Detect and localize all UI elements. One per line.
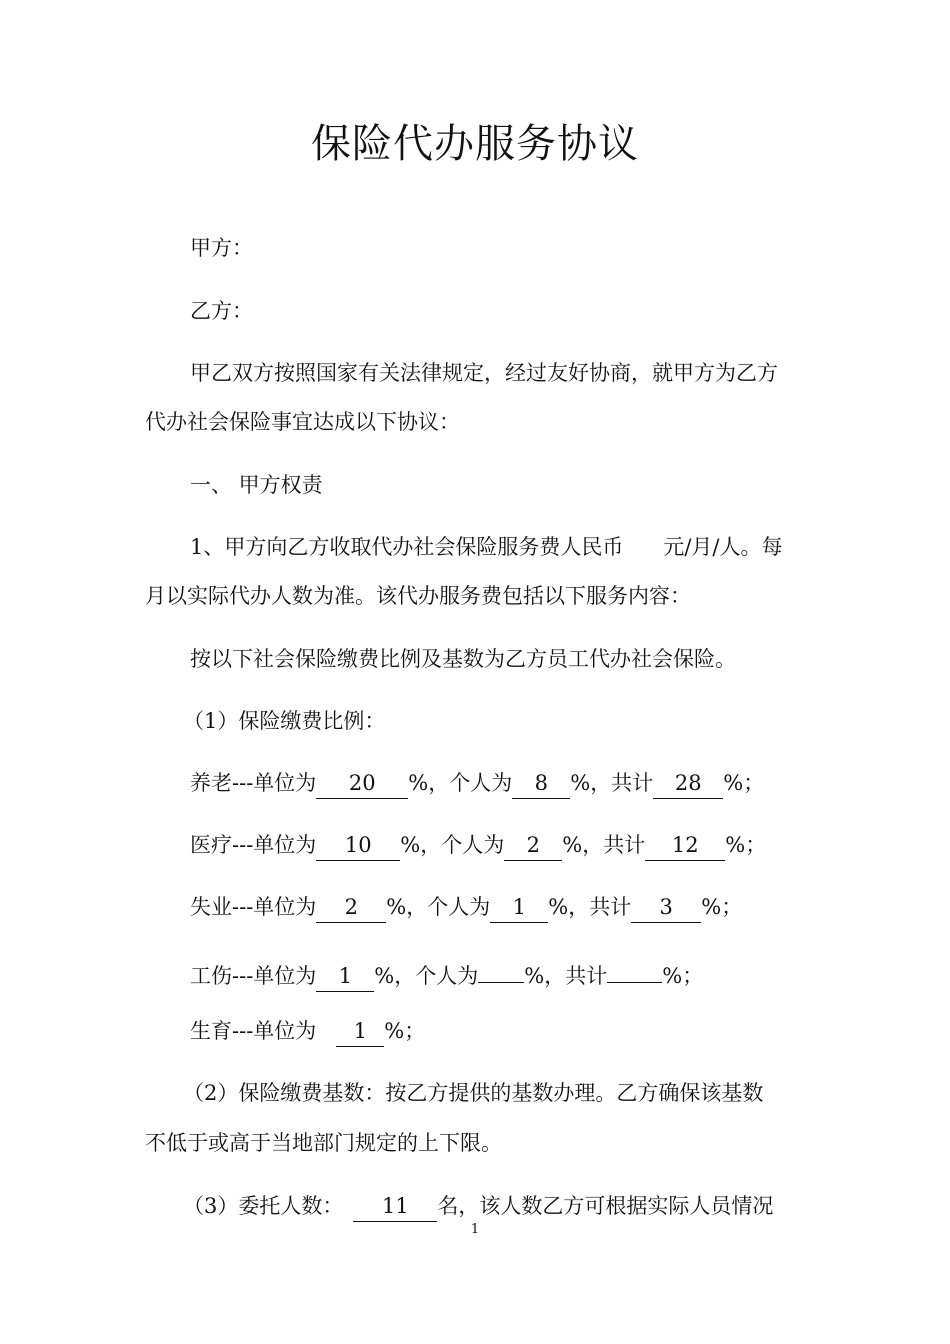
personal-label: %，个人为 (374, 964, 479, 988)
end-pct: %； (662, 964, 704, 988)
ratio-row-medical (0, 829, 950, 861)
basis-line: 按以下社会保险缴费比例及基数为乙方员工代办社会保险。 (190, 647, 736, 671)
personal-rate: 2 (504, 831, 562, 861)
unit-rate: 10 (316, 831, 400, 861)
base-line-2: 不低于或高于当地部门规定的上下限。 (145, 1131, 502, 1155)
item-1-line-2: 月以实际代办人数为准。该代办服务费包括以下服务内容： (145, 584, 691, 608)
ratio-row-injury (0, 953, 950, 992)
total-rate (607, 953, 662, 983)
row-name: 生育 (190, 1019, 232, 1043)
document-title: 保险代办服务协议 (311, 121, 639, 167)
ratio-row-pension (0, 767, 950, 799)
unit-rate: 20 (316, 769, 408, 799)
base-line-1: （2）保险缴费基数：按乙方提供的基数办理。乙方确保该基数 (183, 1081, 764, 1105)
count-text: 名，该人数乙方可根据实际人员情况 (437, 1194, 774, 1218)
intro-line-2: 代办社会保险事宜达成以下协议： (145, 410, 460, 434)
unit-label: ---单位为 (232, 833, 317, 857)
personal-label: %，个人为 (400, 833, 505, 857)
count-line (0, 1190, 950, 1222)
row-name: 养老 (190, 771, 232, 795)
unit-label: ---单位为 (232, 1019, 317, 1043)
unit-rate: 2 (316, 893, 386, 923)
total-label: %，共计 (524, 964, 608, 988)
end-pct: %； (384, 1019, 426, 1043)
total-label: %，共计 (570, 771, 654, 795)
total-label: %，共计 (548, 895, 632, 919)
unit-rate: 1 (336, 1017, 384, 1047)
total-rate: 3 (631, 893, 701, 923)
page-number: 1 (470, 1222, 480, 1237)
total-label: %，共计 (562, 833, 646, 857)
unit-label: ---单位为 (232, 895, 317, 919)
item-1-line-1 (0, 531, 950, 563)
count-value: 11 (353, 1192, 437, 1222)
personal-label: %，个人为 (408, 771, 513, 795)
item-1-unit: 元/月/人。每 (663, 535, 783, 559)
personal-rate: 1 (490, 893, 548, 923)
ratio-heading: （1）保险缴费比例： (183, 709, 386, 733)
end-pct: %； (701, 895, 743, 919)
ratio-row-maternity (0, 1015, 950, 1047)
personal-label: %，个人为 (386, 895, 491, 919)
row-name: 失业 (190, 895, 232, 919)
personal-rate (478, 953, 524, 983)
end-pct: %； (725, 833, 767, 857)
item-1-text: 1、甲方向乙方收取代办社会保险服务费人民币 (190, 535, 624, 559)
row-name: 工伤 (190, 964, 232, 988)
unit-label: ---单位为 (232, 964, 317, 988)
row-name: 医疗 (190, 833, 232, 857)
party-b-line: 乙方： (190, 299, 253, 323)
party-a-line: 甲方： (190, 236, 253, 260)
count-label: （3）委托人数： (183, 1194, 344, 1218)
personal-rate: 8 (512, 769, 570, 799)
section-heading-1: 一、 甲方权责 (190, 473, 323, 497)
unit-rate: 1 (316, 962, 374, 992)
end-pct: %； (723, 771, 765, 795)
unit-label: ---单位为 (232, 771, 317, 795)
total-rate: 12 (645, 831, 725, 861)
intro-line-1: 甲乙双方按照国家有关法律规定，经过友好协商，就甲方为乙方 (190, 361, 778, 385)
ratio-row-unemployment (0, 891, 950, 923)
total-rate: 28 (653, 769, 723, 799)
